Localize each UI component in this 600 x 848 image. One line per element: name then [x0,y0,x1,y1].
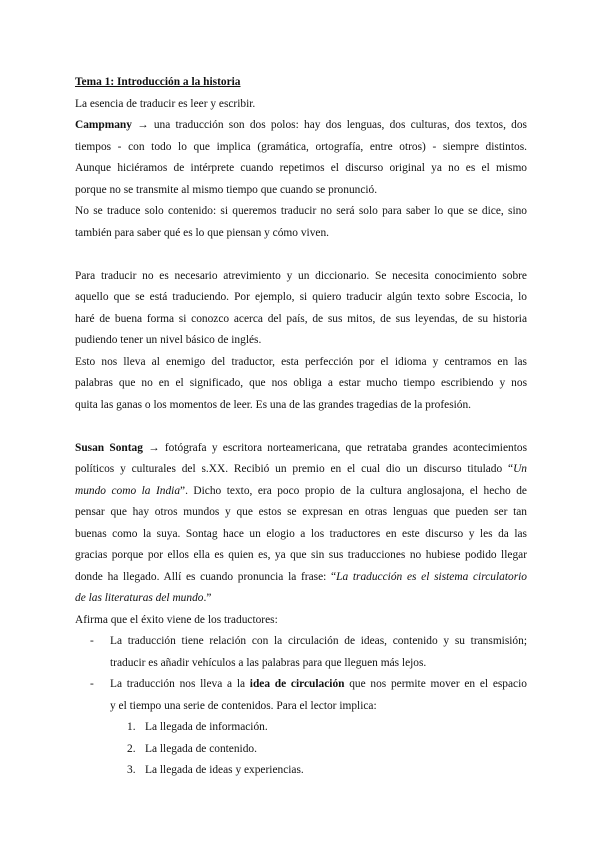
numbered-item: 1. La llegada de información. [127,721,268,733]
paragraph-line: donde ha llegado. Allí es cuando pronuncia la frase: “La traducción es el sistema circulatorio [75,570,528,583]
paragraph-line: pensar que hay otros mundos y que estos se expresan en otras lenguas que pueden ser tan [75,506,527,518]
paragraph-gap [75,416,527,438]
paragraph-campmany-line: Campmany → una traducción son dos polos: hay dos lenguas, dos culturas, dos textos, dos [75,119,527,131]
paragraph-line: No se traduce solo contenido: si queremos traducir no será solo para saber lo que se dice, sino [75,205,527,217]
page-title: Tema 1: Introducción a la historia [75,76,241,88]
arrow-icon: → [137,119,149,131]
paragraph-line: palabras que no en el significado, que nos obliga a estar mucho tiempo escribiendo y nos [75,377,527,389]
paragraph-line: quita las ganas o los momentos de leer. Es una de las grandes tragedias de la profesión. [75,398,472,411]
key-term: idea de circulación [249,678,345,690]
numbered-item: 2. La llegada de contenido. [127,742,257,755]
paragraph-line: buenas como la suya. Sontag hace un elogio a los traductores en este discurso y les da las [75,527,527,540]
paragraph-line: también para saber qué es lo que piensan y cómo viven. [75,226,329,239]
paragraph-sontag-line: Susan Sontag → fotógrafa y escritora norteamericana, que retrataba grandes acontecimientos [75,441,528,454]
paragraph-line: Aunque hiciéramos de intérprete cuando repetimos el discurso original ya no es el mismo [75,162,527,174]
bullet-dash: - [90,678,94,690]
bullet-dash: - [90,635,94,647]
paragraph-line: de las literaturas del mundo.” [75,592,212,604]
paragraph-line: gracias porque por ellos ella es quien es, ya que sin sus traducciones no hubiese podido llegar [75,549,527,561]
intro-line: La esencia de traducir es leer y escribir. [75,97,256,110]
list-item: - La traducción nos lleva a la idea de circulación que nos permite mover en el espacio [75,674,527,696]
quote: La traducción es el sistema circulatorio [336,570,528,583]
paragraph-line: tiempos - con todo lo que implica (gramática, ortografía, entre otros) - siempre distintos. [75,140,527,153]
author-name: Campmany [75,119,132,131]
paragraph-line: Afirma que el éxito viene de los traductores: [75,613,278,626]
paragraph-line: políticos y culturales del s.XX. Recibió un premio en el cual dio un discurso titulado “Un [75,463,527,475]
paragraph-line: pudiendo tener un nivel básico de inglés. [75,334,262,346]
paragraph-line: porque no se transmite al mismo tiempo que cuando se pronunció. [75,183,378,196]
document-body [75,72,527,782]
list-item-continuation: traducir es añadir vehículos a las palabras para que lleguen más lejos. [110,656,427,669]
paragraph-line: Para traducir no es necesario atrevimiento y un diccionario. Se necesita conocimiento sobre [75,269,527,282]
author-name: Susan Sontag [75,441,143,454]
paragraph-gap [75,244,527,266]
arrow-icon: → [148,441,160,454]
paragraph-line: Esto nos lleva al enemigo del traductor, esta perfección por el idioma y centramos en las [75,355,527,368]
list-item-continuation: y el tiempo una serie de contenidos. Para el lector implica: [110,699,377,712]
paragraph-line: aquello que se está traduciendo. Por ejemplo, si quiero traducir algún texto sobre Escocia, lo [75,291,527,303]
speech-title: mundo como la India [75,484,181,497]
list-item: - La traducción tiene relación con la circulación de ideas, contenido y su transmisión; [75,631,527,653]
speech-title: Un [513,463,527,475]
quote: de las literaturas del mundo [75,592,204,604]
paragraph-line: haré de buena forma si conozco acerca del país, de sus mitos, de sus leyendas, de su historia [75,312,527,325]
paragraph-line: mundo como la India”. Dicho texto, era poco propio de la cultura anglosajona, el hecho de [75,484,527,497]
numbered-item: 3. La llegada de ideas y experiencias. [127,764,304,776]
